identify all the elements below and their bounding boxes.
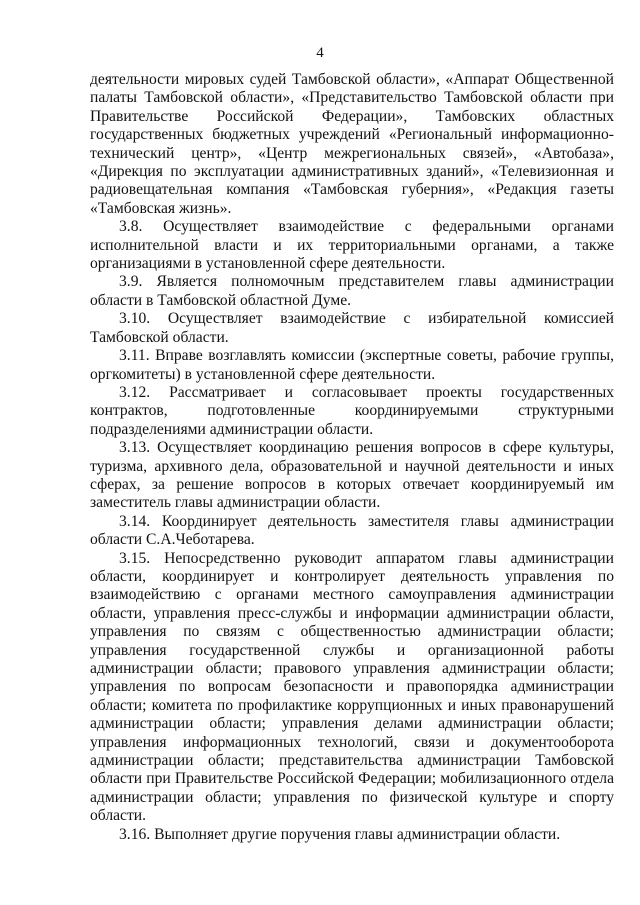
paragraph-3-10: 3.10. Осуществляет взаимодействие с избирательной комиссией Тамбовской области. bbox=[90, 310, 614, 346]
paragraph-3-12: 3.12. Рассматривает и согласовывает проекты государственных контрактов, подготовленные координируемыми структурными подразделениями администрации области. bbox=[90, 383, 614, 438]
paragraph-3-15: 3.15. Непосредственно руководит аппаратом главы администрации области, координирует и контролирует деятельность управления по взаимодействию с органами местного самоуправления администрации области, управления пресс-службы и информации администрации области, управления по связям с общественностью администрации области; управления государственной службы и организационной работы администрации области; правового управления администрации области; управления по вопросам безопасности и правопорядка администрации области; комитета по профилактике коррупционных и иных правонарушений администрации области; управления делами администрации области; управления информационных технологий, связи и документооборота администрации области; представительства администрации Тамбовской области при Правительстве Российской Федерации; мобилизационного отдела администрации области; управления по физической культуре и спорту области. bbox=[90, 549, 614, 825]
paragraph-continuation: деятельности мировых судей Тамбовской области», «Аппарат Общественной палаты Тамбовской области», «Представительство Тамбовской области при Правительстве Российской Федерации», Тамбовских областных государственных бюджетных учреждений «Региональный информационно-технический центр», «Центр межрегиональных связей», «Автобаза», «Дирекция по эксплуатации административных зданий», «Телевизионная и радиовещательная компания «Тамбовская губерния», «Редакция газеты «Тамбовская жизнь». bbox=[90, 71, 614, 217]
document-body bbox=[90, 71, 614, 844]
paragraph-3-8: 3.8. Осуществляет взаимодействие с федеральными органами исполнительной власти и их территориальными органами, а также организациями в установленной сфере деятельности. bbox=[90, 218, 614, 273]
paragraph-3-14: 3.14. Координирует деятельность заместителя главы администрации области С.А.Чеботарева. bbox=[90, 512, 614, 549]
paragraph-3-16: 3.16. Выполняет другие поручения главы администрации области. bbox=[119, 825, 561, 843]
paragraph-3-11: 3.11. Вправе возглавлять комиссии (экспертные советы, рабочие группы, оргкомитеты) в установленной сфере деятельности. bbox=[90, 347, 614, 383]
page-number: 4 bbox=[316, 45, 324, 61]
paragraph-3-9: 3.9. Является полномочным представителем главы администрации области в Тамбовской областной Думе. bbox=[90, 273, 614, 309]
paragraph-3-13: 3.13. Осуществляет координацию решения вопросов в сфере культуры, туризма, архивного дела, образовательной и научной деятельности и иных сферах, за решение вопросов в которых отвечает координируемый им заместитель главы администрации области. bbox=[90, 439, 614, 512]
